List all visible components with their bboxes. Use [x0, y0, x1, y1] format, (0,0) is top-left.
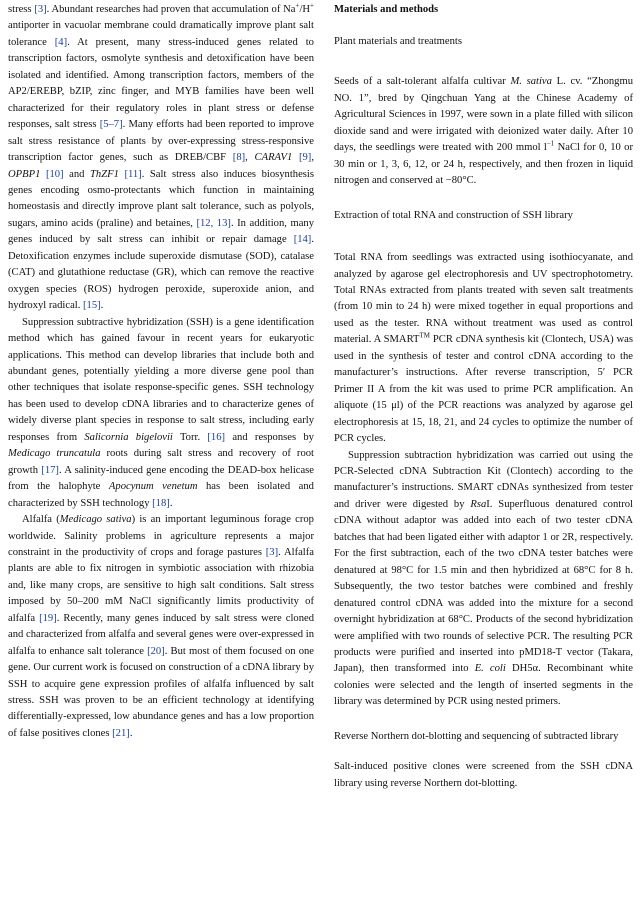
italic-term: E. coli: [474, 663, 506, 675]
text-run: . Recently, many genes induced by salt stress were cloned and characterized from alfalfa and several genes were over-expressed in alfalfa to enhance salt tolerance: [8, 612, 314, 657]
text-run: Seeds of a salt-tolerant alfalfa cultivar: [334, 76, 511, 88]
citation-link[interactable]: [3]: [265, 546, 279, 558]
citation-link[interactable]: [5–7]: [99, 119, 123, 131]
citation-link[interactable]: [18]: [152, 497, 170, 509]
subheading-plant-materials: Plant materials and treatments: [334, 36, 462, 47]
text-run: . Abundant researches had proven that accumulation of Na: [46, 4, 296, 15]
text-run: . Detoxification enzymes include superoxide dismutase (SOD), catalase (CAT) and glutathione reductase (GR), which can remove the reactive oxygen species (ROS) hydrogen peroxide, superoxide anion, and hydroxyl radical.: [8, 234, 314, 312]
text-run: Alfalfa (: [22, 514, 60, 526]
text-run: roots during salt stress and recovery of root growth: [8, 448, 314, 476]
italic-term: M. sativa: [510, 76, 552, 88]
citation-link[interactable]: [12, 13]: [196, 217, 231, 229]
text-run: and: [63, 168, 91, 180]
text-run: has been isolated and characterized by SSH technology: [8, 481, 314, 509]
text-run: Suppression subtractive hybridization (SSH) is a gene identification method which has gained favour in recent years for eukaryotic applications. This method can develop libraries that include both and abundant genes, potentially yielding a more diverse gene pool than other techniques that isolate response-specific genes. SSH technology has been used to develop cDNA libraries and to characterize genes of widely diverse plant species in response to salt stress, including early responses from: [8, 316, 314, 443]
text-run: .: [129, 727, 133, 739]
methods-paragraph-plant: [334, 74, 633, 189]
citation-link[interactable]: [9]: [298, 152, 312, 164]
italic-term: Medicago sativa: [59, 514, 132, 526]
superscript: +: [310, 1, 314, 10]
citation-link[interactable]: [15]: [83, 300, 101, 312]
text-run: . Many efforts had been reported to improve salt stress resistance of plants by over-expressing stress-responsive transcription factor genes, such as DREB/CBF: [8, 119, 314, 164]
italic-term: Rsa: [470, 498, 487, 510]
citation-link[interactable]: [21]: [112, 727, 130, 739]
intro-paragraph-alfalfa: [8, 512, 314, 742]
methods-paragraph-ssh: [334, 448, 633, 711]
italic-term: ThZF1: [90, 168, 119, 180]
italic-term: Salicornia bigelovii: [84, 431, 173, 443]
methods-paragraph-rna: [334, 250, 633, 447]
text-run: /H: [299, 4, 311, 15]
subheading-reverse-northern: Reverse Northern dot-blotting and sequencing of subtracted library: [334, 730, 619, 742]
intro-paragraph-1: [8, 2, 314, 315]
section-heading-methods: Materials and methods: [334, 4, 439, 15]
left-column: [8, 2, 314, 742]
text-run: ,: [245, 152, 255, 164]
italic-term: Medicago truncatula: [8, 448, 101, 460]
text-run: I. Superfluous denatured control cDNA without adaptor was added into each of two tester cDNA batches that had been ligated either with adaptor 1 or 2R, respectively. For the first subtraction, each of the two cDNA tester batches were denatured at 98°C for 1.5 min and then hybridized at 68°C for 8 h. Subsequently, the two testor batches were combined and freshly denatured control cDNA was added into the mixture for a second overnight hybridization at 68°C. Products of the second hybridization were amplified with two rounds of selective PCR. The resulting PCR products were purified and inserted into pMD18-T vector (Takara, Japan), then transformed into: [334, 498, 633, 675]
italic-term: Apocynum venetum: [108, 481, 198, 493]
text-run: . Alfalfa plants are able to fix nitrogen in symbiotic association with rhizobia and, like many crops, are sensitive to high salt conditions. Salt stress imposed by 50–200 mM NaCl significantly limits productivity of alfalfa: [8, 546, 314, 624]
italic-term: OPBP1: [8, 168, 41, 180]
text-run: L. cv. “Zhongmu NO. 1”, bred by Qingchuan Yang at the Chinese Academy of Agricultural Sciences in 1997, were sown in a plate filled with silicon dioxide sand and were irrigated with deionized water daily. After 10 days, the seedlings were treated with 200 mmol l: [334, 76, 633, 154]
text-run: Torr.: [172, 431, 208, 443]
citation-link[interactable]: [19]: [39, 612, 57, 624]
text-run: PCR cDNA synthesis kit (Clontech, USA) was used in the synthesis of tester and control cDNA according to the manufacturer’s instructions. After reverse transcription, 5′ PCR Primer II A from the kit was used to prime PCR amplification. An aliquote (15 μl) of the PCR reactions was analyzed by agarose gel electrophoresis at 15, 18, 21, and 24 cycles to optimize the number of PCR cycles.: [334, 334, 634, 445]
text-run: ) is an important leguminous forage crop worldwide. Salinity problems in agriculture represents a major constraint in the productivity of crops and forage pastures: [8, 514, 314, 558]
italic-term: CARAV1: [254, 152, 293, 164]
citation-link[interactable]: [17]: [41, 464, 59, 476]
subheading-rna-extraction: Extraction of total RNA and construction of SSH library: [334, 209, 573, 221]
text-run: antiporter in vacuolar membrane could dramatically improve plant salt tolerance: [8, 20, 314, 48]
text-run: Salt-induced positive clones were screened from the SSH cDNA library using reverse Northern dot-blotting.: [334, 761, 633, 789]
text-run: .: [100, 300, 104, 312]
methods-paragraph-northern: [334, 759, 633, 792]
text-run: DH5α. Recombinant white colonies were selected and the length of inserted segments in the library was determined by PCR using nested primers.: [334, 663, 634, 708]
right-column: [334, 2, 633, 792]
text-run: NaCl for 0, 10 or 30 min or 1, 3, 6, 12, or 24 h, respectively, and then frozen in liquid nitrogen and conserved at −80°C.: [334, 142, 633, 187]
superscript: TM: [419, 331, 430, 340]
text-run: and responses by: [225, 431, 314, 443]
text-run: . Salt stress also induces biosynthesis genes encoding osmo-protectants which function in maintaining homeostasis and directly improve plant salt tolerance, such as polyols, sugars, amino acids (praline) and betaines,: [8, 168, 314, 229]
text-run: .: [169, 497, 173, 509]
text-run: ,: [311, 152, 314, 164]
citation-link[interactable]: [10]: [45, 168, 64, 180]
superscript: +: [295, 1, 300, 10]
citation-link[interactable]: [3]: [34, 4, 47, 15]
text-run: [292, 152, 299, 163]
intro-paragraph-ssh: [8, 315, 314, 512]
citation-link[interactable]: [16]: [207, 431, 226, 443]
citation-link[interactable]: [14]: [293, 234, 312, 246]
citation-link[interactable]: [8]: [232, 152, 246, 164]
citation-link[interactable]: [20]: [147, 645, 165, 657]
text-run: . At present, many stress-induced genes related to transcription factors, osmolyte synthesis and detoxification have been isolated and identified. Among transcription factors, members of the AP2/EREBP, bZIP, zinc finger, and MYB families have been well characterized for their regulatory roles in plant stress or defense responses, salt stress: [8, 36, 314, 131]
citation-link[interactable]: [4]: [54, 36, 68, 48]
text-run: Suppression subtraction hybridization was carried out using the PCR-Selected cDNA Subtraction Kit (Clontech) according to the manufacturer’s instructions. SMART cDNAs synthesized from tester and driver were digested by: [334, 449, 633, 510]
text-run: stress: [8, 4, 35, 15]
text-run: . But most of them focused on one gene. Our current work is focused on construction of a cDNA library by SSH to acquire gene expression profiles of alfalfa influenced by salt stress. SSH was proven to be an efficient technology at identifying differentially-expressed, low abundance genes and has a low proportion of false positives clones: [8, 645, 314, 739]
text-run: . In addition, many genes induced by salt stress can inhibit or repair damage: [8, 217, 315, 246]
text-run: . A salinity-induced gene encoding the DEAD-box helicase from the halophyte: [8, 464, 314, 493]
text-run: Total RNA from seedlings was extracted using isothiocyanate, and analyzed by agarose gel electrophoresis and UV spectrophotometry. Total RNAs extracted from plants treated with seven salt treatments (from 10 min to 24 h) were mixed together in equal proportions and used as the tester. RNA without treatment was used as control material. A SMART: [334, 252, 633, 346]
superscript: −1: [546, 139, 555, 148]
citation-link[interactable]: [11]: [124, 168, 142, 180]
